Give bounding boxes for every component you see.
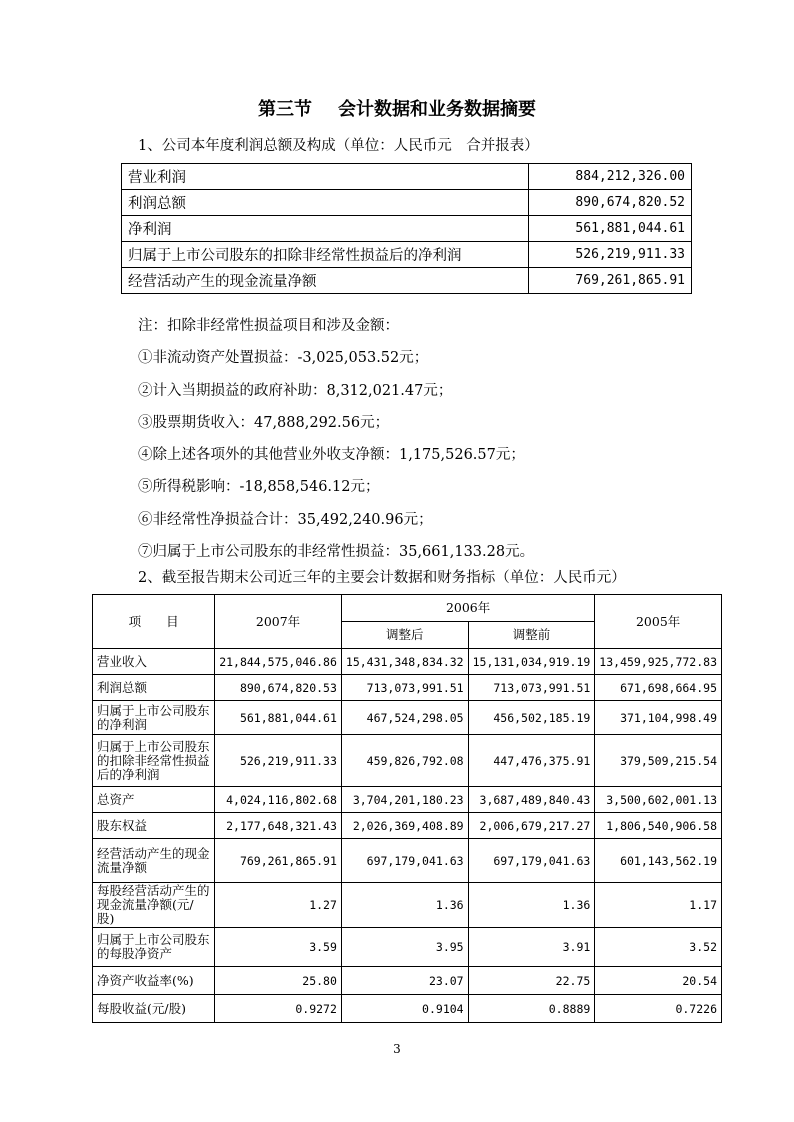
cell-2007: 561,881,044.61	[215, 701, 342, 735]
table-row	[122, 190, 692, 216]
table-row	[93, 649, 722, 675]
cell-2007: 3.59	[215, 928, 342, 967]
notes-list	[138, 316, 534, 574]
cell-2006-adjusted: 3.95	[341, 928, 468, 967]
cell-2007: 526,219,911.33	[215, 735, 342, 787]
cell-2006-adjusted: 3,704,201,180.23	[341, 787, 468, 813]
cell-2005: 3,500,602,001.13	[595, 787, 722, 813]
header-item: 项 目	[93, 595, 215, 649]
cell-2005: 1,806,540,906.58	[595, 813, 722, 839]
cell-2006-adjusted: 713,073,991.51	[341, 675, 468, 701]
finance-table	[92, 594, 722, 1023]
row-value: 526,219,911.33	[529, 242, 692, 268]
profit-table	[121, 163, 692, 294]
row-label: 利润总额	[93, 675, 215, 701]
row-label: 归属于上市公司股东的净利润	[93, 701, 215, 735]
cell-2007: 1.27	[215, 883, 342, 928]
row-label: 股东权益	[93, 813, 215, 839]
row-label: 利润总额	[122, 190, 529, 216]
section-title: 会计数据和业务数据摘要	[338, 99, 536, 120]
note-item: ⑥非经常性净损益合计：35,492,240.96元；	[138, 511, 433, 528]
cell-2007: 769,261,865.91	[215, 839, 342, 883]
row-value: 769,261,865.91	[529, 268, 692, 294]
cell-2006-original: 0.8889	[468, 995, 595, 1023]
row-value: 561,881,044.61	[529, 216, 692, 242]
table-row	[93, 787, 722, 813]
cell-2005: 13,459,925,772.83	[595, 649, 722, 675]
note-heading: 注：扣除非经常性损益项目和涉及金额：	[138, 318, 399, 334]
row-label: 每股经营活动产生的现金流量净额(元/股)	[93, 883, 215, 928]
cell-2006-adjusted: 15,431,348,834.32	[341, 649, 468, 675]
row-label: 归属于上市公司股东的扣除非经常性损益后的净利润	[122, 242, 529, 268]
header-adjusted-after: 调整后	[341, 622, 468, 649]
cell-2006-adjusted: 2,026,369,408.89	[341, 813, 468, 839]
cell-2007: 2,177,648,321.43	[215, 813, 342, 839]
row-value: 884,212,326.00	[529, 164, 692, 190]
cell-2007: 21,844,575,046.86	[215, 649, 342, 675]
table-row	[122, 216, 692, 242]
cell-2005: 671,698,664.95	[595, 675, 722, 701]
cell-2006-original: 3.91	[468, 928, 595, 967]
cell-2005: 3.52	[595, 928, 722, 967]
cell-2006-original: 3,687,489,840.43	[468, 787, 595, 813]
cell-2006-original: 456,502,185.19	[468, 701, 595, 735]
note-item: ④除上述各项外的其他营业外收支净额：1,175,526.57元；	[138, 447, 525, 464]
cell-2006-original: 1.36	[468, 883, 595, 928]
cell-2007: 4,024,116,802.68	[215, 787, 342, 813]
row-label: 净资产收益率(%)	[93, 967, 215, 995]
row-label: 经营活动产生的现金流量净额	[122, 268, 529, 294]
table-row	[122, 242, 692, 268]
cell-2005: 0.7226	[595, 995, 722, 1023]
cell-2006-original: 15,131,034,919.19	[468, 649, 595, 675]
cell-2005: 20.54	[595, 967, 722, 995]
cell-2006-adjusted: 23.07	[341, 967, 468, 995]
note-item: ②计入当期损益的政府补助：8,312,021.47元；	[138, 382, 453, 399]
header-2007: 2007年	[215, 595, 342, 649]
table-row	[93, 839, 722, 883]
note-item: ⑤所得税影响：-18,858,546.12元；	[138, 479, 380, 496]
row-label: 每股收益(元/股)	[93, 995, 215, 1023]
page-title	[0, 95, 794, 121]
note-item: ⑦归属于上市公司股东的非经常性损益：35,661,133.28元。	[138, 544, 535, 561]
row-label: 净利润	[122, 216, 529, 242]
header-2005: 2005年	[595, 595, 722, 649]
table-row	[93, 928, 722, 967]
table-row	[93, 995, 722, 1023]
cell-2006-adjusted: 1.36	[341, 883, 468, 928]
table-row	[122, 164, 692, 190]
header-row	[93, 595, 722, 622]
note-item: ①非流动资产处置损益：-3,025,053.52元；	[138, 350, 429, 367]
section2-heading: 2、截至报告期末公司近三年的主要会计数据和财务指标（单位：人民币元）	[138, 570, 626, 586]
table-row	[122, 268, 692, 294]
table-row	[93, 675, 722, 701]
cell-2005: 601,143,562.19	[595, 839, 722, 883]
cell-2006-original: 697,179,041.63	[468, 839, 595, 883]
page-number: 3	[393, 1042, 401, 1056]
cell-2006-adjusted: 467,524,298.05	[341, 701, 468, 735]
cell-2005: 379,509,215.54	[595, 735, 722, 787]
cell-2006-original: 447,476,375.91	[468, 735, 595, 787]
table-row	[93, 883, 722, 928]
cell-2007: 25.80	[215, 967, 342, 995]
row-label: 营业收入	[93, 649, 215, 675]
cell-2006-adjusted: 459,826,792.08	[341, 735, 468, 787]
table-row	[93, 701, 722, 735]
table-row	[93, 967, 722, 995]
cell-2006-original: 2,006,679,217.27	[468, 813, 595, 839]
header-adjusted-before: 调整前	[468, 622, 595, 649]
row-label: 总资产	[93, 787, 215, 813]
cell-2006-adjusted: 697,179,041.63	[341, 839, 468, 883]
cell-2006-original: 22.75	[468, 967, 595, 995]
row-value: 890,674,820.52	[529, 190, 692, 216]
row-label: 经营活动产生的现金流量净额	[93, 839, 215, 883]
table-row	[93, 735, 722, 787]
cell-2005: 1.17	[595, 883, 722, 928]
section1-heading: 1、公司本年度利润总额及构成（单位：人民币元 合并报表）	[138, 138, 539, 154]
note-item: ③股票期货收入：47,888,292.56元；	[138, 414, 390, 431]
cell-2006-original: 713,073,991.51	[468, 675, 595, 701]
table-row	[93, 813, 722, 839]
header-2006: 2006年	[341, 595, 594, 622]
cell-2007: 890,674,820.53	[215, 675, 342, 701]
section-number: 第三节	[258, 99, 312, 120]
row-label: 营业利润	[122, 164, 529, 190]
row-label: 归属于上市公司股东的每股净资产	[93, 928, 215, 967]
row-label: 归属于上市公司股东的扣除非经常性损益后的净利润	[93, 735, 215, 787]
cell-2005: 371,104,998.49	[595, 701, 722, 735]
cell-2006-adjusted: 0.9104	[341, 995, 468, 1023]
cell-2007: 0.9272	[215, 995, 342, 1023]
